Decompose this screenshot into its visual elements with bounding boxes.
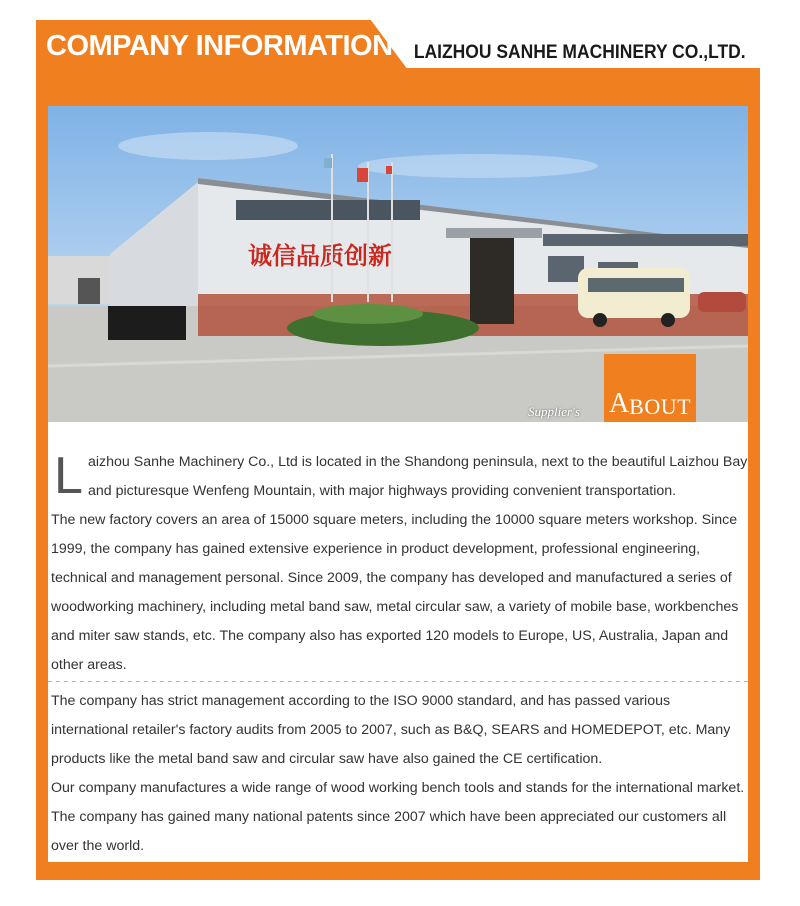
management-paragraph: The company has strict management according to the ISO 9000 standard, and has passed various international retailer's factory audits from 2005 to 2007, such as B&Q, SEARS and HOMEDEPOT, etc. Many products like the metal band saw and circular saw have also gained the CE certification.: [51, 693, 731, 767]
about-rest: BOUT: [629, 394, 692, 419]
drop-cap: L: [54, 447, 83, 505]
company-name: LAIZHOU SANHE MACHINERY CO.,LTD.: [414, 42, 746, 63]
divider: [48, 681, 748, 682]
products-paragraph: Our company manufactures a wide range of wood working bench tools and stands for the international market. The company has gained many national patents since 2007 which have been appreciated our customers all over the world.: [51, 780, 745, 854]
intro-paragraph: The new factory covers an area of 15000 square meters, including the 10000 square meters workshop. Since 1999, the company has gained extensive experience in product development, professional engineering, technical and management personal. Since 2009, the company has developed and manufactured a series of woodworking machinery, including metal band saw, metal circular saw, a variety of mobile base, workbenches and miter saw stands, etc. The company also has exported 120 models to Europe, US, Australia, Japan and other areas.: [51, 512, 739, 673]
supplier-label: Supplier's: [528, 404, 580, 419]
bus: [578, 268, 690, 318]
factory-sign: 诚信品质创新: [248, 242, 392, 270]
section-title: COMPANY INFORMATION: [46, 30, 393, 62]
about-cap: A: [608, 388, 630, 419]
intro-paragraph-lead: aizhou Sanhe Machinery Co., Ltd is located in the Shandong peninsula, next to the beautiful Laizhou Bay and picturesque Wenfeng Mountain, with major highways providing convenient transportation.: [88, 454, 748, 499]
